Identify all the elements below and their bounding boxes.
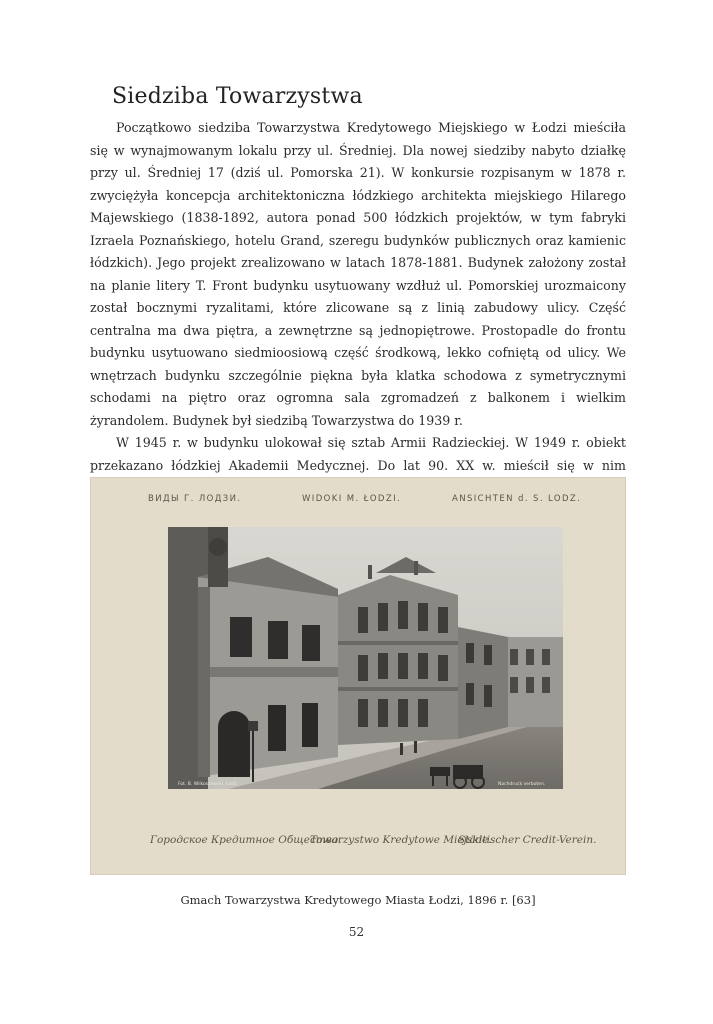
paragraph-1: Początkowo siedziba Towarzystwa Kredytowego Miejskiego w Łodzi mieściła się w wynajmowanym lokalu przy ul. Średniej. Dla nowej siedziby nabyto działkę przy ul. Średniej 17 (dziś ul. Pomorska 21). W konkursie rozpisanym w 1878 r. zwyciężyła koncepcja architektoniczna łódzkiego architekta miejskiego Hilarego Majewskiego (1838-1892, autora ponad 500 łódzkich projektów, w tym fabryki Izraela Poznańskiego, hotelu Grand, szeregu budynków publicznych oraz kamienic łódzkich). Jego projekt zrealizowano w latach 1878-1881. Budynek założony został na planie litery T. Front budynku usytuowany wzdłuż ul. Pomorskiej urozmaicony został bocznymi ryzalitami, które zlicowane są z linią zabudowy ulicy. Część centralna ma dwa piętra, a zewnętrzne są jednopiętrowe. Prostopadle do frontu budynku usytuowano siedmioosiową część środkową, lekko cofniętą od ulicy. We wnętrzach budynku szczególnie piękna była klatka schodowa z symetrycznymi schodami na piętro oraz ogromna sala zgromadzeń z balkonem i wielkim żyrandolem. Budynek był siedzibą Towarzystwa do 1939 r.	[90, 120, 626, 428]
section-heading: Siedziba Towarzystwa	[112, 84, 363, 109]
building-illustration	[168, 527, 563, 789]
figure-caption: Gmach Towarzystwa Kredytowego Miasta Łodzi, 1896 r. [63]	[180, 893, 536, 907]
page-number: 52	[348, 925, 365, 939]
historical-photo-plate	[90, 477, 626, 875]
plate-footer-russian: Городское Кредитное Общество.	[150, 834, 342, 846]
plate-footer-row	[90, 834, 626, 852]
photo-credit-right: Nachdruck verboten.	[498, 782, 546, 787]
paragraph-2: W 1945 r. w budynku ulokował się sztab Armii Radzieckiej. W 1949 r. obiekt przekazano łódzkiej Akademii Medycznej. Do lat 90. XX w. mieścił się w nim	[90, 435, 626, 473]
plate-footer-german: Städtischer Credit-Verein.	[458, 834, 597, 846]
plate-header-german: ANSICHTEN d. S. LODZ.	[452, 494, 582, 504]
plate-header-row	[90, 494, 626, 508]
plate-header-polish: WIDOKI M. ŁODZI.	[302, 494, 402, 504]
plate-footer-polish: Towarzystwo Kredytowe Miejskie.	[310, 834, 492, 846]
photo-credit-left: Fot. B. Wilkoszewski, Łódź.	[178, 782, 238, 787]
building-photograph	[168, 527, 563, 789]
plate-header-russian: ВИДЫ Г. ЛОДЗИ.	[148, 494, 242, 504]
